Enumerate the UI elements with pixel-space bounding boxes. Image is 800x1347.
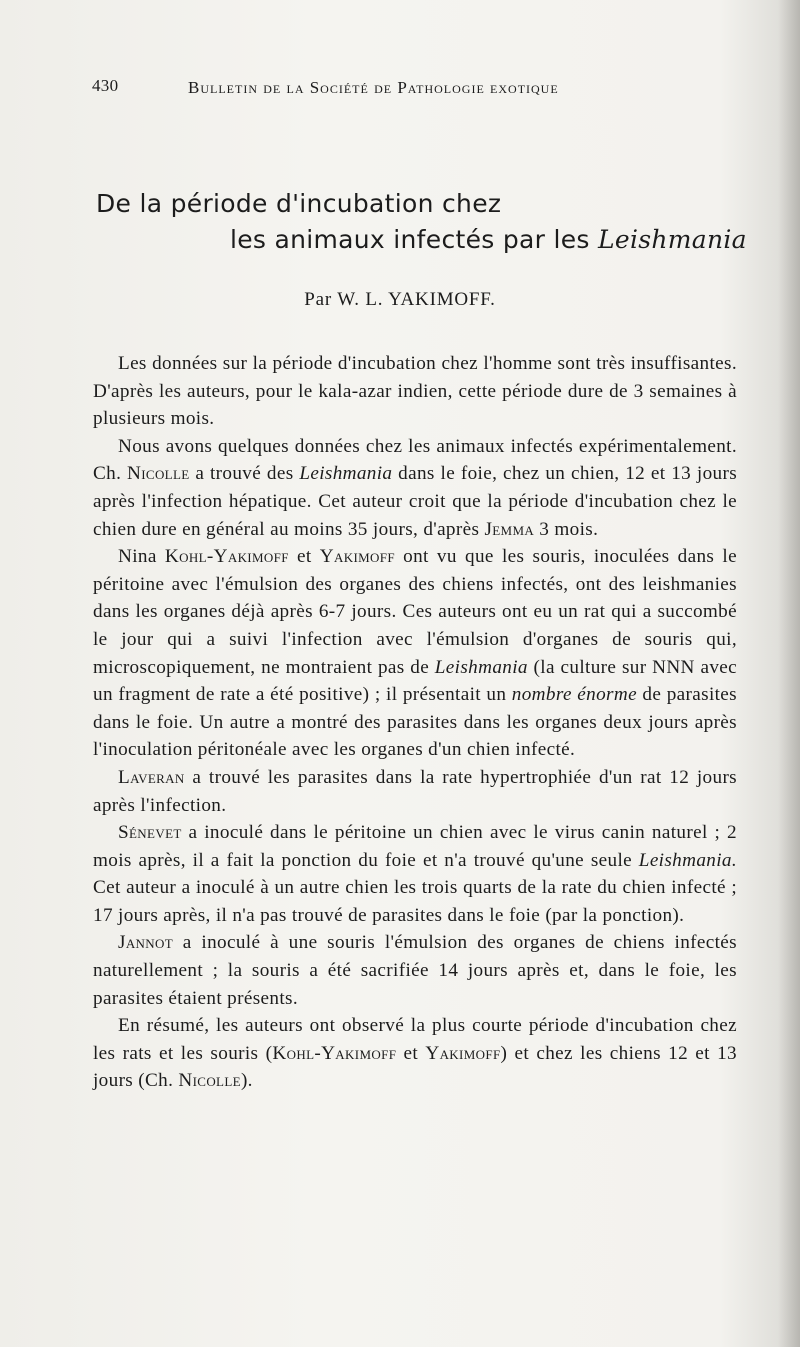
text-span: de parasites dans le foie. Un autre a montré des parasites dans les organes deux jours après l'inoculation péritonéale avec les organes d'un chien infecté. [93,684,737,761]
text-span: a trouvé les parasites dans la rate hypertrophiée d'un rat 12 jours après l'infection. [93,766,737,816]
text-span: Cet auteur a inoculé à un autre chien les trois quarts de la rate du chien infecté ; 17 jours après, il n'a pas trouvé de parasites dans le foie (par la ponction). [93,877,737,926]
text-span: et [396,1042,426,1064]
genus-italic: Leishmania [434,656,528,678]
paragraph-7 [93,1012,737,1095]
running-title: Bulletin de la Société de Pathologie exotique [188,78,559,97]
emphasis-italic: nombre énorme [511,684,637,706]
paragraph-5 [93,819,737,929]
text-span: Nous avons quelques données chez les animaux infectés expérimentalement. Ch. [93,435,737,485]
author-name: Nicolle [127,463,190,485]
author-name: Jemma [484,518,535,540]
paragraph-1: Les données sur la période d'incubation chez l'homme sont très insuffisantes. D'après les auteurs, pour le kala-azar indien, cette période dure de 3 semaines à plusieurs mois. [93,353,737,430]
text-span: 3 mois. [534,518,599,540]
paragraph-6 [93,929,737,1012]
text-span: a trouvé des [189,463,300,485]
article-body [93,350,737,1095]
author-name: Laveran [118,766,185,788]
genus-italic: Leishmania [299,463,393,485]
text-span: ) et chez les chiens 12 et 13 jours (Ch. [93,1042,738,1092]
page-number: 430 [92,76,119,95]
genus-italic: Leishmania. [638,849,737,871]
title-genus-italic: Leishmania [597,225,747,254]
text-span: (la culture sur NNN avec un fragment de rate a été positive) ; il présentait un [93,656,737,706]
author-name: Yakimoff [425,1042,501,1064]
text-span: ont vu que les souris, inoculées dans le péritoine avec l'émulsion des organes des chiens infectés, ont des leishmanies dans les organes déjà après 6-7 jours. Ces auteurs ont eu un rat qui a succombé le jour qui a suivi l'infection avec l'émulsion d'organes de souris qui, microscopiquement, ne montraient pas de [93,546,737,678]
title-line-2 [96,222,756,258]
text-span: a inoculé dans le péritoine un chien avec le virus canin naturel ; 2 mois après, il a fait la ponction du foie et n'a trouvé qu'une seule [93,822,737,871]
article-title [96,186,756,258]
author-name: Kohl-Yakimoff [272,1042,397,1064]
text-span: En résumé, les auteurs ont observé la plus courte période d'incubation chez les rats et les souris ( [93,1015,737,1064]
paragraph-4 [93,764,737,819]
title-line-2-text: les animaux infectés par les [230,225,598,254]
title-line-1: De la période d'incubation chez [96,189,502,218]
author-name: Sénevet [118,822,182,844]
page-edge-shadow [778,0,800,1347]
paragraph-2 [93,433,737,543]
text-span: dans le foie, chez un chien, 12 et 13 jours après l'infection hépatique. Cet auteur croit que la période d'incubation chez le chien dure en général au moins 35 jours, d'après [93,463,738,540]
author-name: Jannot [118,932,174,954]
author-name: Kohl-Yakimoff [164,546,289,568]
author-name: Nicolle [178,1070,241,1092]
text-span: Nina [118,546,165,568]
byline: Par W. L. YAKIMOFF. [304,289,496,310]
author-name: Yakimoff [319,546,395,568]
text-span: ). [240,1070,253,1092]
paragraph-3 [93,543,737,764]
text-span: a inoculé à une souris l'émulsion des organes de chiens infectés naturellement ; la souris a été sacrifiée 14 jours après et, dans le foie, les parasites étaient présents. [93,932,737,1009]
text-span: et [288,546,320,568]
